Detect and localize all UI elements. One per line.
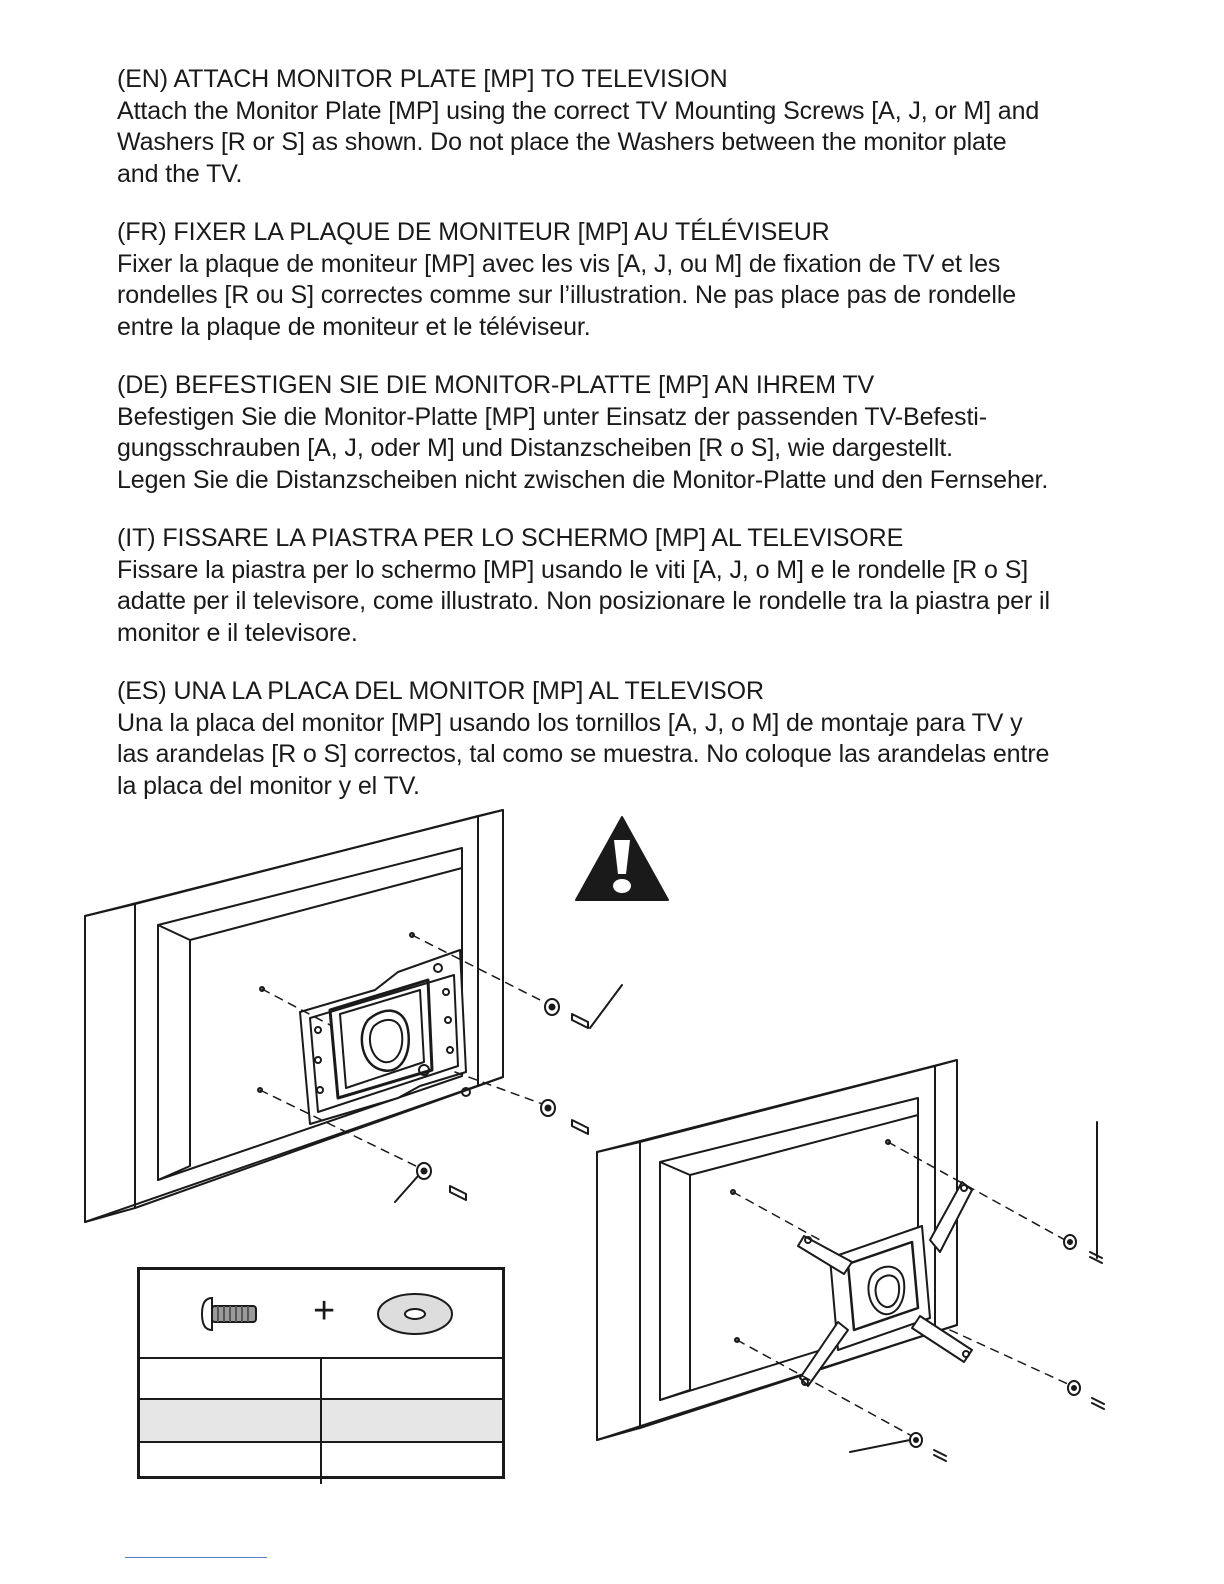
warning-triangle-icon bbox=[576, 817, 668, 900]
section-en-line: and the TV. bbox=[117, 159, 243, 188]
screw-guides-right bbox=[733, 1142, 1070, 1436]
hardware-table-row bbox=[140, 1443, 502, 1484]
hardware-right bbox=[731, 1122, 1104, 1461]
section-fr-line: rondelles [R ou S] correctes comme sur l’illustration. Ne pas place pas de rondelle bbox=[117, 281, 1017, 309]
section-de-line: gungsschrauben [A, J, oder M] und Distanzscheiben [R o S], wie dargestellt. bbox=[117, 434, 954, 462]
section-es-heading: (ES) UNA LA PLACA DEL MONITOR [MP] AL TELEVISOR bbox=[117, 677, 764, 705]
washer-cell bbox=[322, 1400, 502, 1441]
section-en-heading: (EN) ATTACH MONITOR PLATE [MP] TO TELEVISION bbox=[117, 65, 728, 93]
section-en-line: Attach the Monitor Plate [MP] using the correct TV Mounting Screws [A, J, or M] and bbox=[117, 96, 1040, 125]
screw-icon bbox=[202, 1298, 256, 1330]
hardware-table-row bbox=[140, 1357, 502, 1400]
screw-guides-left bbox=[260, 935, 550, 1168]
plus-symbol: + bbox=[313, 1290, 336, 1332]
hardware-table bbox=[137, 1267, 505, 1479]
section-de-line: Befestigen Sie die Monitor-Platte [MP] unter Einsatz der passenden TV-Befesti- bbox=[117, 402, 987, 431]
articulating-plate-right bbox=[798, 1182, 972, 1386]
section-fr bbox=[117, 217, 1117, 343]
section-de-heading: (DE) BEFESTIGEN SIE DIE MONITOR-PLATTE [MP] AN IHREM TV bbox=[117, 371, 875, 399]
section-de bbox=[117, 370, 1117, 496]
section-it-line: adatte per il televisore, come illustrato. Non posizionare le rondelle tra la piastra per il bbox=[117, 587, 1050, 615]
washer-cell bbox=[322, 1357, 502, 1398]
screw-cell bbox=[140, 1400, 322, 1441]
monitor-plate-left bbox=[300, 950, 466, 1124]
section-es-line: las arandelas [R o S] correctos, tal como se muestra. No coloque las arandelas entre bbox=[117, 740, 1050, 768]
hardware-left bbox=[258, 933, 622, 1202]
washer-icon bbox=[378, 1294, 452, 1334]
section-es bbox=[117, 676, 1117, 802]
section-it-line: monitor e il televisore. bbox=[117, 618, 358, 647]
section-fr-heading: (FR) FIXER LA PLAQUE DE MONITEUR [MP] AU TÉLÉVISEUR bbox=[117, 218, 830, 246]
hardware-table-header bbox=[140, 1270, 502, 1359]
section-es-line: Una la placa del monitor [MP] usando los tornillos [A, J, o M] de montaje para TV y bbox=[117, 708, 1023, 737]
section-es-line: la placa del monitor y el TV. bbox=[117, 771, 420, 800]
section-de-line: Legen Sie die Distanzscheiben nicht zwischen die Monitor-Platte und den Fernseher. bbox=[117, 465, 1049, 494]
footer-rule bbox=[125, 1557, 267, 1558]
section-en-line: Washers [R or S] as shown. Do not place the Washers between the monitor plate bbox=[117, 128, 1007, 156]
section-en bbox=[117, 64, 1117, 190]
section-it-heading: (IT) FISSARE LA PIASTRA PER LO SCHERMO [MP] AL TELEVISORE bbox=[117, 524, 904, 552]
screw-cell bbox=[140, 1357, 322, 1398]
hardware-table-row bbox=[140, 1400, 502, 1443]
tv-right bbox=[597, 1060, 957, 1440]
section-fr-line: entre la plaque de moniteur et le téléviseur. bbox=[117, 312, 591, 341]
washer-cell bbox=[322, 1443, 502, 1484]
section-it-line: Fissare la piastra per lo schermo [MP] usando le viti [A, J, o M] e le rondelle [R o S] bbox=[117, 555, 1029, 584]
section-fr-line: Fixer la plaque de moniteur [MP] avec les vis [A, J, ou M] de fixation de TV et les bbox=[117, 249, 1001, 278]
section-it bbox=[117, 523, 1117, 649]
tv-left bbox=[85, 810, 503, 1222]
screw-cell bbox=[140, 1443, 322, 1484]
